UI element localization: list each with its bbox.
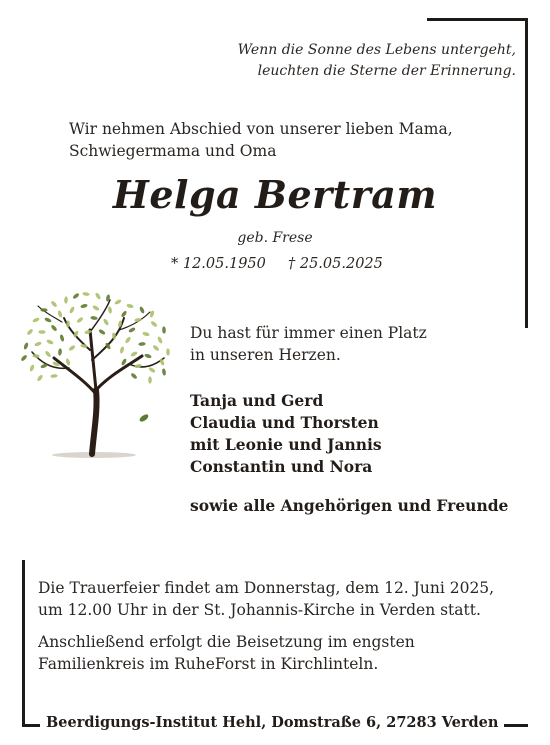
leaf [144, 353, 152, 359]
leaf [50, 300, 58, 308]
leaf [114, 299, 122, 306]
intro-text [69, 118, 453, 162]
leaf [82, 292, 90, 297]
leaf [142, 331, 150, 337]
leaf [130, 351, 138, 358]
leaf [94, 292, 101, 300]
service-line-2: um 12.00 Uhr in der St. Johannis-Kirche in Verden statt. [38, 600, 481, 619]
leaf [152, 344, 160, 351]
maiden-name: geb. Frese [237, 230, 313, 246]
leaf [150, 320, 158, 327]
leaf [76, 316, 84, 323]
leaf [50, 324, 57, 332]
death-date: † 25.05.2025 [288, 256, 383, 272]
intro-line-2: Schwiegermama und Oma [69, 142, 277, 160]
leaf [90, 316, 98, 321]
leaf [148, 366, 156, 373]
burial-line-2: Familienkreis im RuheForst in Kirchlinteln. [38, 654, 379, 673]
leaf [38, 330, 45, 334]
leaf [23, 342, 29, 350]
leaf [166, 348, 170, 355]
leaf [44, 317, 52, 323]
leaf [26, 328, 34, 336]
leaf [119, 346, 124, 354]
relatives-line: sowie alle Angehörigen und Freunde [190, 496, 509, 515]
leaf [57, 310, 63, 318]
motto-line-1: Wenn die Sonne des Lebens untergeht, [237, 42, 516, 58]
frame-left-line [22, 560, 25, 726]
burial-line-1: Anschließend erfolgt die Beisetzung im engsten [38, 633, 415, 651]
leaf [134, 363, 142, 368]
leaf [149, 310, 155, 318]
leaf [157, 336, 163, 344]
footer [0, 714, 550, 745]
leaf [59, 334, 65, 342]
leaf [64, 296, 68, 303]
leaf [148, 376, 152, 383]
motto-line-2: leuchten die Sterne der Erinnerung. [257, 63, 516, 79]
birth-date: * 12.05.1950 [171, 256, 266, 272]
falling-leaf [138, 413, 149, 423]
quote [190, 322, 427, 366]
leaf [58, 348, 62, 356]
service-line-1: Die Trauerfeier findet am Donnerstag, dem 12. Juni 2025, [38, 579, 495, 597]
leaf [126, 303, 134, 308]
leaf [80, 303, 88, 308]
leaf [69, 306, 76, 314]
leaf [50, 374, 57, 378]
leaf [40, 308, 47, 312]
tree-illustration [14, 290, 176, 462]
leaf [117, 320, 122, 328]
family-member: Constantin und Nora [190, 457, 373, 476]
leaf [159, 358, 165, 366]
leaf [162, 368, 167, 376]
leaf [134, 318, 142, 322]
family-member: Tanja und Gerd [190, 391, 324, 410]
family-list [190, 390, 382, 478]
quote-line-2: in unseren Herzen. [190, 346, 341, 364]
leaf [120, 310, 127, 318]
leaf [139, 306, 145, 314]
quote-line-1: Du hast für immer einen Platz [190, 324, 427, 342]
leaf [68, 344, 76, 351]
funeral-home: Beerdigungs-Institut Hehl, Domstraße 6, 27283 Verden [40, 714, 504, 731]
leaf [34, 341, 42, 347]
leaf [65, 358, 71, 366]
leaf [108, 306, 113, 314]
leaf [20, 354, 28, 362]
leaf [124, 336, 131, 344]
leaf [32, 317, 40, 323]
leaf [130, 372, 138, 379]
leaf [102, 318, 109, 326]
leaf [44, 350, 51, 358]
service-info [38, 578, 494, 621]
leaf [98, 329, 106, 336]
leaf [46, 339, 54, 345]
leaf [128, 327, 136, 334]
leaf [162, 326, 166, 333]
leaf [29, 364, 35, 372]
leaf [138, 342, 146, 346]
leaf [92, 305, 100, 312]
family-member: mit Leonie und Jannis [190, 435, 382, 454]
deceased-name: Helga Bertram [112, 172, 438, 217]
frame-top-line [427, 18, 528, 21]
burial-info [38, 632, 415, 675]
leaf [36, 374, 43, 382]
leaf [72, 292, 80, 299]
intro-line-1: Wir nehmen Abschied von unserer lieben Mama, [69, 120, 453, 138]
family-member: Claudia und Thorsten [190, 413, 379, 432]
motto [238, 40, 516, 82]
